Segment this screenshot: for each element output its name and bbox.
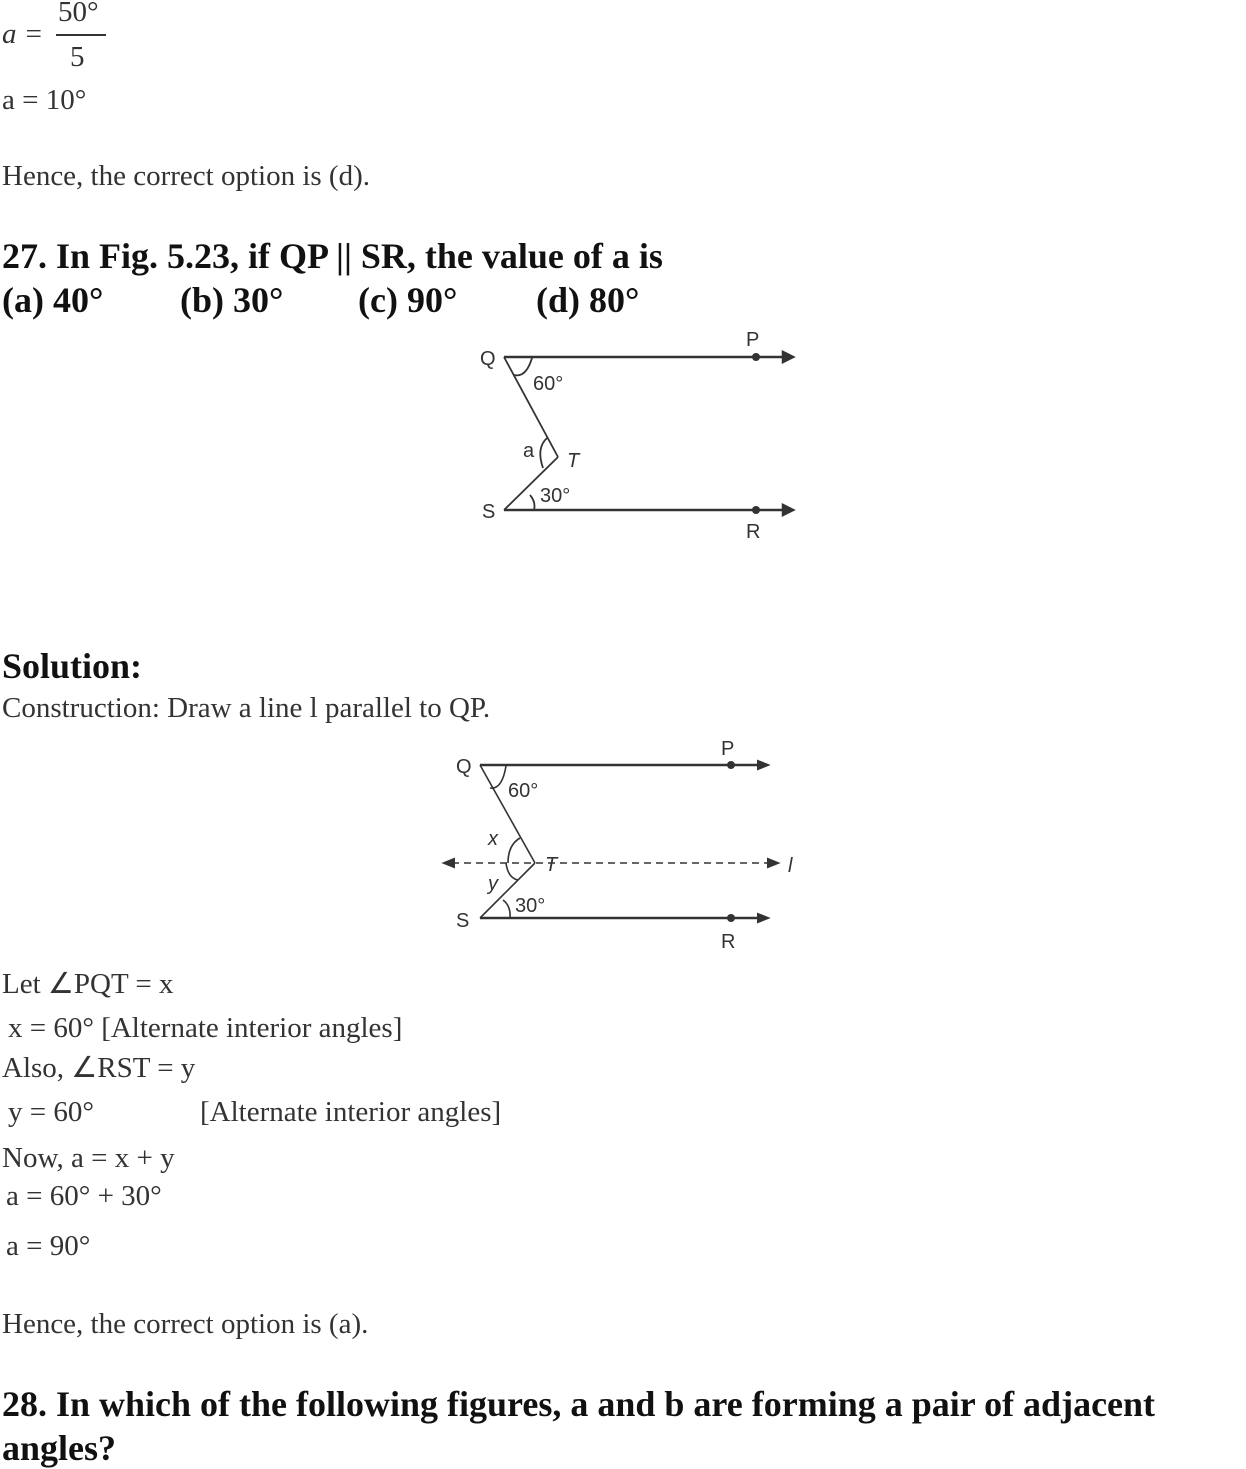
fraction-lhs: a = [2,18,44,50]
step-y-value: y = 60° [8,1096,94,1128]
fraction-denominator: 5 [70,41,85,73]
question-28-title-line1: 28. In which of the following figures, a and b are forming a pair of adjacent [2,1384,1156,1424]
option-d: (d) 80° [536,280,640,320]
step-result: a = 90° [6,1230,91,1262]
conclusion-d: Hence, the correct option is (d). [2,160,370,192]
construction-text: Construction: Draw a line l parallel to QP. [2,692,491,724]
solution-heading: Solution: [2,646,143,686]
option-b: (b) 30° [180,280,284,320]
option-a: (a) 40° [2,280,104,320]
svg-text:P: P [721,738,735,760]
step-y-reason: [Alternate interior angles] [200,1096,502,1128]
step-sum: Now, a = x + y [2,1142,175,1174]
svg-text:Q: Q [456,756,472,778]
option-c: (c) 90° [358,280,458,320]
svg-text:T: T [567,450,580,472]
svg-text:l: l [788,855,793,877]
result-line: a = 10° [2,84,87,116]
svg-text:30°: 30° [515,895,546,917]
question-27-options [2,279,639,321]
svg-text:R: R [746,521,761,543]
svg-text:30°: 30° [540,485,571,507]
svg-text:60°: 60° [508,780,539,802]
svg-text:P: P [746,330,760,351]
conclusion-a: Hence, the correct option is (a). [2,1308,369,1340]
svg-text:60°: 60° [533,373,564,395]
step-let-x: Let ∠PQT = x [2,968,174,1000]
step-x-value: x = 60° [Alternate interior angles] [8,1012,403,1044]
question-27-title: 27. In Fig. 5.23, if QP || SR, the value of a is [2,236,663,276]
svg-text:y: y [488,873,498,895]
svg-text:T: T [545,854,558,876]
fraction-numerator: 50° [58,0,99,28]
fraction-bar [56,34,106,36]
step-let-y: Also, ∠RST = y [2,1052,196,1084]
question-28-title-line2: angles? [2,1428,117,1468]
solution-figure [430,730,810,960]
svg-text:S: S [482,501,496,523]
svg-text:a: a [523,440,535,462]
svg-text:x: x [488,828,498,850]
step-substitute: a = 60° + 30° [6,1180,162,1212]
svg-text:R: R [721,931,736,953]
svg-text:S: S [456,910,470,932]
figure-5-23 [440,330,810,550]
svg-text:Q: Q [480,348,496,370]
